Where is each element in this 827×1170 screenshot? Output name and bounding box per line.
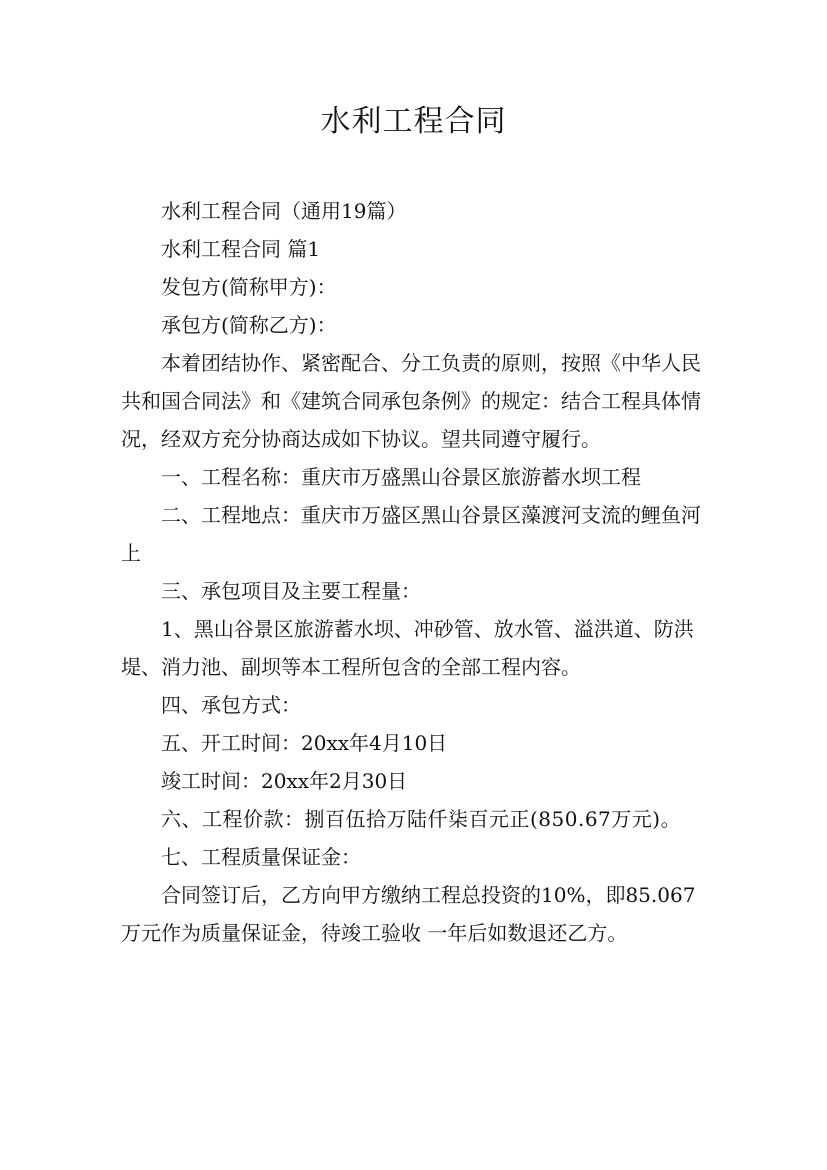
paragraph-completion-date: 竣工时间：20xx年2月30日 bbox=[161, 769, 408, 793]
paragraph-subtitle: 水利工程合同（通用19篇） bbox=[161, 199, 407, 223]
paragraph-party-a: 发包方(简称甲方)： bbox=[161, 275, 337, 299]
paragraph-preamble: 本着团结协作、紧密配合、分工负责的原则，按照《中华人民共和国合同法》和《建筑合同承包条例》的规定：结合工程具体情况，经双方充分协商达成如下协议。望共同遵守履行。 bbox=[121, 351, 701, 451]
paragraph-contract-method: 四、承包方式： bbox=[161, 693, 301, 717]
paragraph-project-name: 一、工程名称：重庆市万盛黑山谷景区旅游蓄水坝工程 bbox=[161, 465, 641, 489]
paragraph-scope-heading: 三、承包项目及主要工程量： bbox=[161, 579, 421, 603]
paragraph-start-date: 五、开工时间：20xx年4月10日 bbox=[161, 731, 448, 755]
paragraph-quality-deposit-detail: 合同签订后，乙方向甲方缴纳工程总投资的10%，即85.067万元作为质量保证金，待竣工验收 一年后如数退还乙方。 bbox=[121, 883, 696, 945]
paragraph-quality-deposit-heading: 七、工程质量保证金： bbox=[161, 845, 361, 869]
paragraph-section-heading: 水利工程合同 篇1 bbox=[161, 237, 321, 261]
paragraph-contract-price: 六、工程价款：捌百伍拾万陆仟柒百元正(850.67万元)。 bbox=[161, 807, 682, 831]
document-body bbox=[121, 192, 711, 952]
paragraph-project-location: 二、工程地点：重庆市万盛区黑山谷景区藻渡河支流的鲤鱼河上 bbox=[121, 503, 701, 565]
paragraph-scope-detail: 1、黑山谷景区旅游蓄水坝、冲砂管、放水管、溢洪道、防洪堤、消力池、副坝等本工程所包含的全部工程内容。 bbox=[121, 617, 694, 679]
paragraph-party-b: 承包方(简称乙方)： bbox=[161, 313, 337, 337]
document-title: 水利工程合同 bbox=[320, 104, 507, 139]
